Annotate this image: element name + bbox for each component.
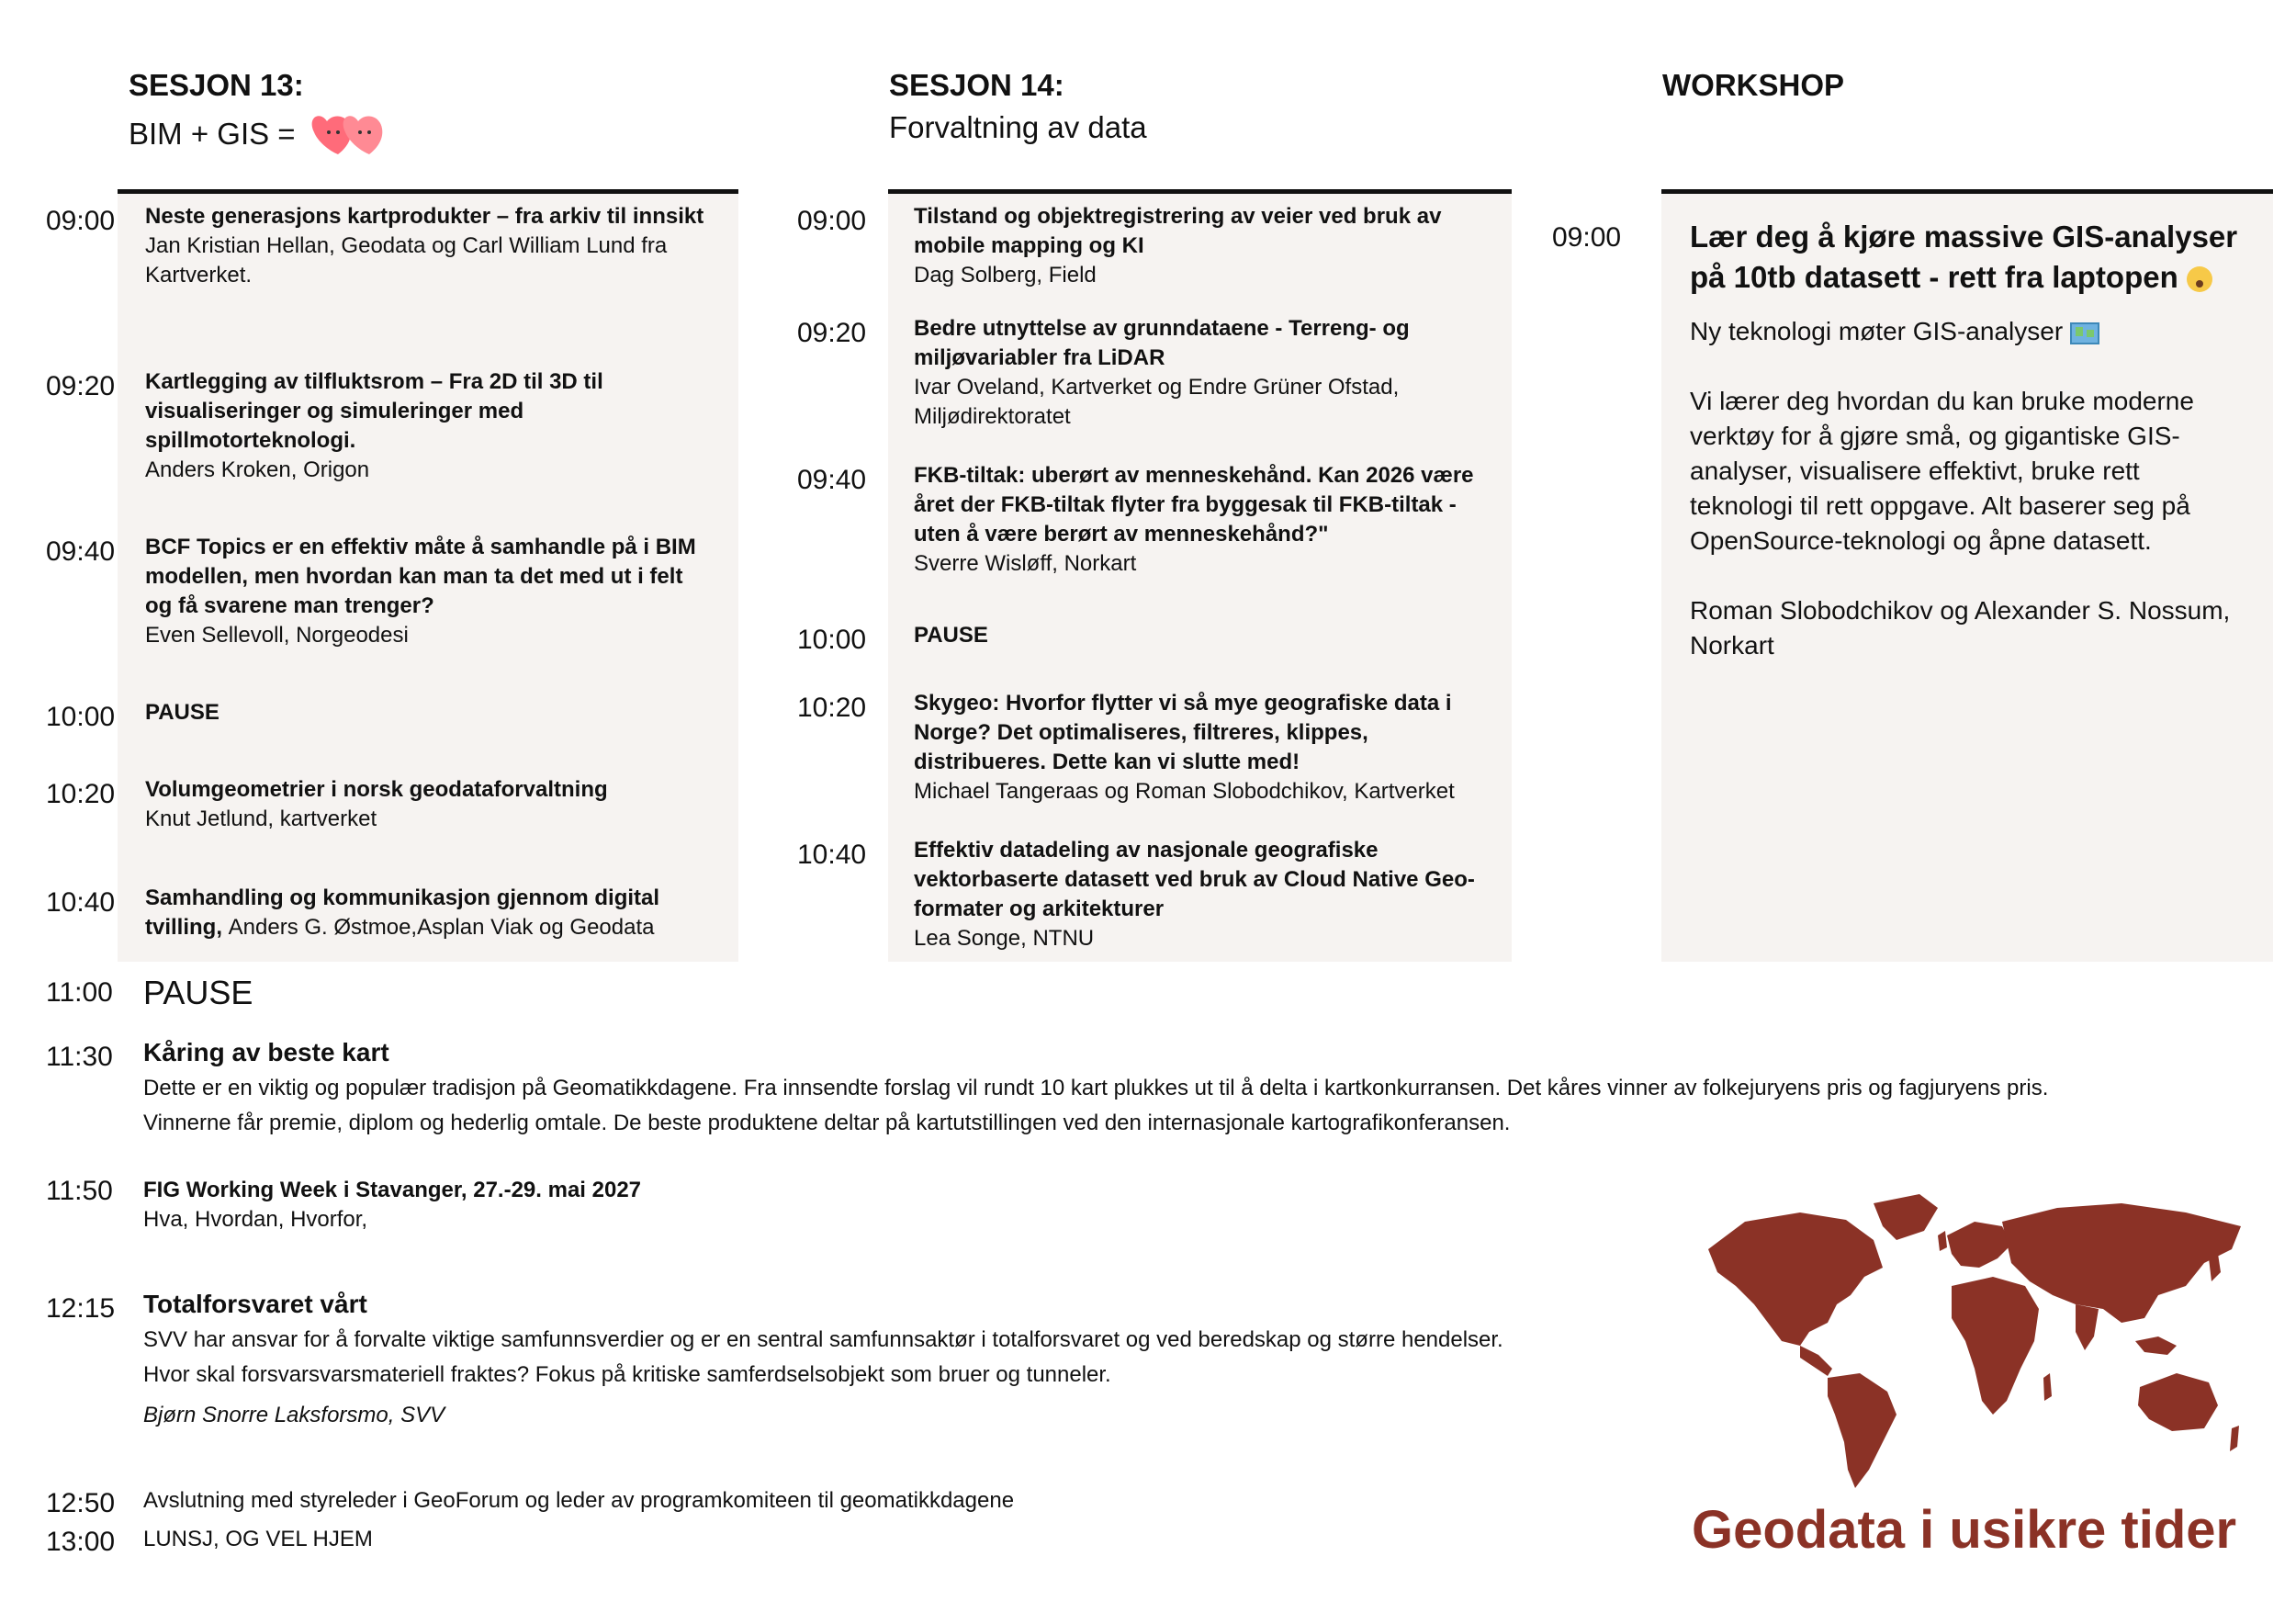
bottom-speaker: Bjørn Snorre Laksforsmo, SVV: [143, 1403, 445, 1427]
s13-talk-1: [145, 202, 715, 290]
s14-time-1: 09:00: [797, 206, 867, 236]
closing-text: Avslutning med styreleder i GeoForum og leder av programkomiteen til geomatikkdagene: [143, 1488, 1015, 1513]
talk-title: Effektiv datadeling av nasjonale geografiske vektorbaserte datasett ved bruk av Cloud Native Geo-formater og arkitekturer: [914, 838, 1475, 921]
s13-time-3: 09:40: [46, 536, 116, 567]
talk-title: Samhandling og kommunikasjon gjennom digital tvilling, Anders G. Østmoe,Asplan Viak og Geodata: [145, 885, 660, 940]
workshop-title: Lær deg å kjøre massive GIS-analyser på 10tb datasett - rett fra laptopen: [1690, 220, 2238, 294]
talk-title: BCF Topics er en effektiv måte å samhandle på i BIM modellen, men hvordan kan man ta det med ut i felt og få svarene man trenger?: [145, 535, 696, 618]
workshop-speakers: Roman Slobodchikov og Alexander S. Nossum, Norkart: [1690, 596, 2231, 660]
bottom-title: Kåring av beste kart: [143, 1038, 389, 1066]
s14-time-6: 10:40: [797, 840, 867, 870]
bottom-line: SVV har ansvar for å forvalte viktige samfunnsverdier og er en sentral samfunnsaktør i totalforsvaret og ved beredskap og større hendelser.: [143, 1327, 1503, 1352]
bottom-time-1100: 11:00: [46, 977, 113, 1008]
s14-talk-3: [914, 461, 1502, 579]
bottom-title: FIG Working Week i Stavanger, 27.-29. mai 2027: [143, 1178, 642, 1202]
s14-time-4: 10:00: [797, 625, 867, 655]
workshop-tagline: Ny teknologi møter GIS-analyser: [1690, 314, 2241, 349]
talk-speaker: Jan Kristian Hellan, Geodata og Carl William Lund fra Kartverket.: [145, 233, 668, 288]
bottom-time-1250: 12:50: [46, 1488, 116, 1518]
talk-speaker: Anders Kroken, Origon: [145, 457, 370, 482]
workshop-time: 09:00: [1552, 222, 1622, 253]
s13-time-1: 09:00: [46, 206, 116, 236]
bottom-time-1300: 13:00: [46, 1527, 116, 1557]
s13-time-5: 10:20: [46, 779, 116, 809]
s14-talk-5: [914, 689, 1492, 806]
talk-speaker: Michael Tangeraas og Roman Slobodchikov, Kartverket: [914, 779, 1455, 804]
bottom-pause: PAUSE: [143, 974, 253, 1011]
talk-title: Kartlegging av tilfluktsrom – Fra 2D til 3D til visualiseringer og simuleringer med spillmotorteknologi.: [145, 369, 603, 453]
workshop-header: WORKSHOP: [1662, 68, 1844, 102]
session13-header: [129, 64, 388, 162]
s14-pause: PAUSE: [914, 623, 988, 648]
talk-title: Bedre utnyttelse av grunndataene - Terreng- og miljøvariabler fra LiDAR: [914, 316, 1410, 370]
s13-time-4: 10:00: [46, 702, 116, 732]
talk-title: FKB-tiltak: uberørt av menneskehånd. Kan 2026 være året der FKB-tiltak flyter fra byggesak til FKB-tiltak - uten å være berørt av menneskehånd?": [914, 463, 1474, 547]
kaaring-block: [143, 1038, 2164, 1141]
s14-talk-1: [914, 202, 1492, 290]
shocked-face-emoji-icon: [2187, 266, 2212, 292]
talk-speaker: Sverre Wisløff, Norkart: [914, 551, 1137, 576]
bottom-time-1130: 11:30: [46, 1042, 113, 1072]
talk-speaker: Ivar Oveland, Kartverket og Endre Grüner Ofstad, Miljødirektoratet: [914, 375, 1400, 429]
s14-time-2: 09:20: [797, 318, 867, 348]
s13-talk-3: [145, 533, 696, 650]
s14-time-5: 10:20: [797, 693, 867, 723]
talk-title: Volumgeometrier i norsk geodataforvaltning: [145, 777, 608, 802]
brand-title: Geodata i usikre tider: [1692, 1500, 2237, 1560]
bottom-line: Hvor skal forsvarsvarsmateriell fraktes? Fokus på kritiske samferdselsobjekt som bruer og tunneler.: [143, 1362, 1111, 1387]
s13-talk-6: [145, 884, 715, 942]
bottom-title: Totalforsvaret vårt: [143, 1290, 367, 1318]
totalforsvar-block: [143, 1290, 1705, 1433]
world-map-emoji-icon: [2070, 322, 2099, 344]
talk-speaker: Lea Songe, NTNU: [914, 926, 1095, 951]
two-hearts-icon: [310, 107, 388, 162]
session13-label: SESJON 13:: [129, 68, 304, 102]
session13-subtitle: BIM + GIS =: [129, 117, 296, 151]
s13-pause: PAUSE: [145, 700, 219, 725]
talk-title: Neste generasjons kartprodukter – fra arkiv til innsikt: [145, 204, 704, 229]
session14-subtitle: Forvaltning av data: [889, 110, 1147, 144]
session14-header: [889, 64, 1147, 149]
s14-time-3: 09:40: [797, 465, 867, 495]
talk-title: Tilstand og objektregistrering av veier ved bruk av mobile mapping og KI: [914, 204, 1442, 258]
world-map-icon: [1690, 1185, 2259, 1497]
s14-talk-2: [914, 314, 1483, 432]
talk-speaker: Anders G. Østmoe,Asplan Viak og Geodata: [228, 915, 655, 940]
bottom-line: Hva, Hvordan, Hvorfor,: [143, 1207, 368, 1232]
s13-talk-5: [145, 775, 715, 834]
lunch-text: LUNSJ, OG VEL HJEM: [143, 1527, 373, 1551]
talk-speaker: Even Sellevoll, Norgeodesi: [145, 623, 409, 648]
s14-talk-6: [914, 836, 1492, 953]
talk-title: Skygeo: Hvorfor flytter vi så mye geografiske data i Norge? Det optimaliseres, filtreres, klippes, distribueres. Dette kan vi slutte med!: [914, 691, 1452, 774]
bottom-line: Vinnerne får premie, diplom og hederlig omtale. De beste produktene deltar på kartutstillingen ved den internasjonale kartografikonferansen.: [143, 1111, 1511, 1135]
bottom-time-1215: 12:15: [46, 1293, 116, 1324]
fig-block: [143, 1176, 1613, 1235]
bottom-time-1150: 11:50: [46, 1176, 113, 1206]
s13-time-2: 09:20: [46, 371, 116, 401]
s13-talk-2: [145, 367, 715, 485]
talk-speaker: Knut Jetlund, kartverket: [145, 806, 377, 831]
bottom-line: Dette er en viktig og populær tradisjon på Geomatikkdagene. Fra innsendte forslag vil rundt 10 kart plukkes ut til å delta i kartkonkurransen. Det kåres vinner av folkejuryens pris og fagjuryens pris.: [143, 1076, 2049, 1100]
workshop-content: [1690, 217, 2241, 663]
talk-speaker: Dag Solberg, Field: [914, 263, 1097, 288]
session14-label: SESJON 14:: [889, 68, 1064, 102]
workshop-description: Vi lærer deg hvordan du kan bruke moderne verktøy for å gjøre små, og gigantiske GIS-analyser, visualisere effektivt, bruke rett teknologi til rett oppgave. Alt baserer seg på OpenSource-teknologi og åpne datasett.: [1690, 387, 2194, 555]
s13-time-6: 10:40: [46, 887, 116, 918]
